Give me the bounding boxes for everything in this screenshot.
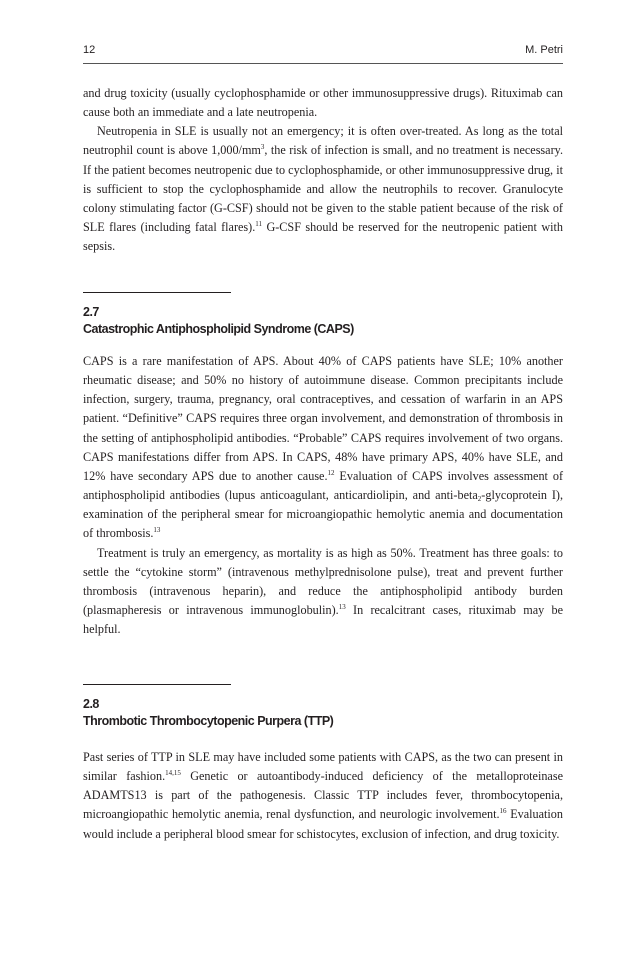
citation-ref: 12 <box>327 468 335 477</box>
intro-block <box>83 84 563 256</box>
running-author: M. Petri <box>525 44 563 56</box>
page-number: 12 <box>83 44 96 56</box>
paragraph-text: Genetic or autoantibody-induced deficiency of the metalloproteinase ADAMTS13 is part of the pathogenesis. Classic TTP includes fever, thrombocytopenia, microangiopathic hemolytic anemia, renal dysfunction, and neurologic involvement. <box>83 769 563 822</box>
section-title: Thrombotic Thrombocytopenic Purpera (TTP) <box>83 714 334 728</box>
section-rule <box>83 684 231 685</box>
paragraph-text: Neutropenia in SLE is usually not an emergency; it is often over-treated. As long as the total neutrophil count is above 1,000/mm <box>83 124 563 158</box>
paragraph-text: CAPS is a rare manifestation of APS. About 40% of CAPS patients have SLE; 10% another rheumatic disease; and 50% no history of autoimmune disease. Common precipitants include infection, surgery, trauma, pregnancy, oral contraceptives, and cessation of warfarin in an APS patient. “Definitive” CAPS requires three organ involvement, and demonstration of thrombosis in the setting of antiphospholipid antibodies. “Probable” CAPS requires involvement of two organs. CAPS manifestations differ from APS. In CAPS, 48% have primary APS, 40% have SLE, and 12% have secondary APS due to another cause. <box>83 354 563 483</box>
citation-ref: 13 <box>153 526 161 535</box>
paragraph-text: G-CSF should be reserved for the neutropenic patient with sepsis. <box>83 220 563 254</box>
paragraph-text: Past series of TTP in SLE may have included some patients with CAPS, as the two can present in similar fashion. <box>83 750 563 784</box>
paragraph <box>83 352 563 544</box>
section-number: 2.8 <box>83 697 99 711</box>
paragraph <box>83 748 563 844</box>
paragraph-text: Evaluation would include a peripheral blood smear for schistocytes, exclusion of infection, and drug toxicity. <box>83 807 563 841</box>
citation-ref: 11 <box>255 220 263 229</box>
paragraph-text: Evaluation of CAPS involves assessment of antiphospholipid antibodies (lupus anticoagulant, anticardiolipin, and anti-beta <box>83 468 563 503</box>
citation-ref: 13 <box>338 603 346 612</box>
paragraph-text: -glycoprotein I), examination of the peripheral smear for microangiopathic hemolytic anemia and documentation of thrombosis. <box>83 488 563 541</box>
section-2-7-body <box>83 352 563 639</box>
paragraph <box>83 544 563 640</box>
section-2-8-body <box>83 748 563 844</box>
header-rule <box>83 63 563 64</box>
subscript: 2 <box>477 495 482 504</box>
paragraph-text: In recalcitrant cases, rituximab may be helpful. <box>83 603 564 637</box>
paragraph <box>83 84 563 122</box>
running-header <box>83 44 563 64</box>
paragraph-text: Treatment is truly an emergency, as mortality is as high as 50%. Treatment has three goals: to settle the “cytokine storm” (intravenous methylprednisolone pulse), treat and prevent further thrombosis (intravenous heparin), and reduce the antiphospholipid antibody burden (plasmapheresis or intravenous immunoglobulin). <box>83 545 563 618</box>
citation-ref: 16 <box>499 807 507 816</box>
paragraph <box>83 122 563 256</box>
section-number: 2.7 <box>83 305 99 319</box>
section-rule <box>83 292 231 293</box>
citation-ref: 14,15 <box>165 769 181 778</box>
paragraph-text: and drug toxicity (usually cyclophosphamide or other immunosuppressive drugs). Rituximab can cause both an immediate and a late neutropenia. <box>83 86 563 120</box>
paragraph-text: , the risk of infection is small, and no treatment is necessary. If the patient becomes neutropenic due to cyclophosphamide, or other immunosuppressive drug, it is sufficient to stop the cyclophosphamide and allow the neutrophils to recover. Granulocyte colony stimulating factor (G-CSF) should not be given to the stable patient because of the risk of SLE flares (including fatal flares). <box>83 143 563 235</box>
superscript: 3 <box>260 143 265 152</box>
section-title: Catastrophic Antiphospholipid Syndrome (CAPS) <box>83 322 354 336</box>
